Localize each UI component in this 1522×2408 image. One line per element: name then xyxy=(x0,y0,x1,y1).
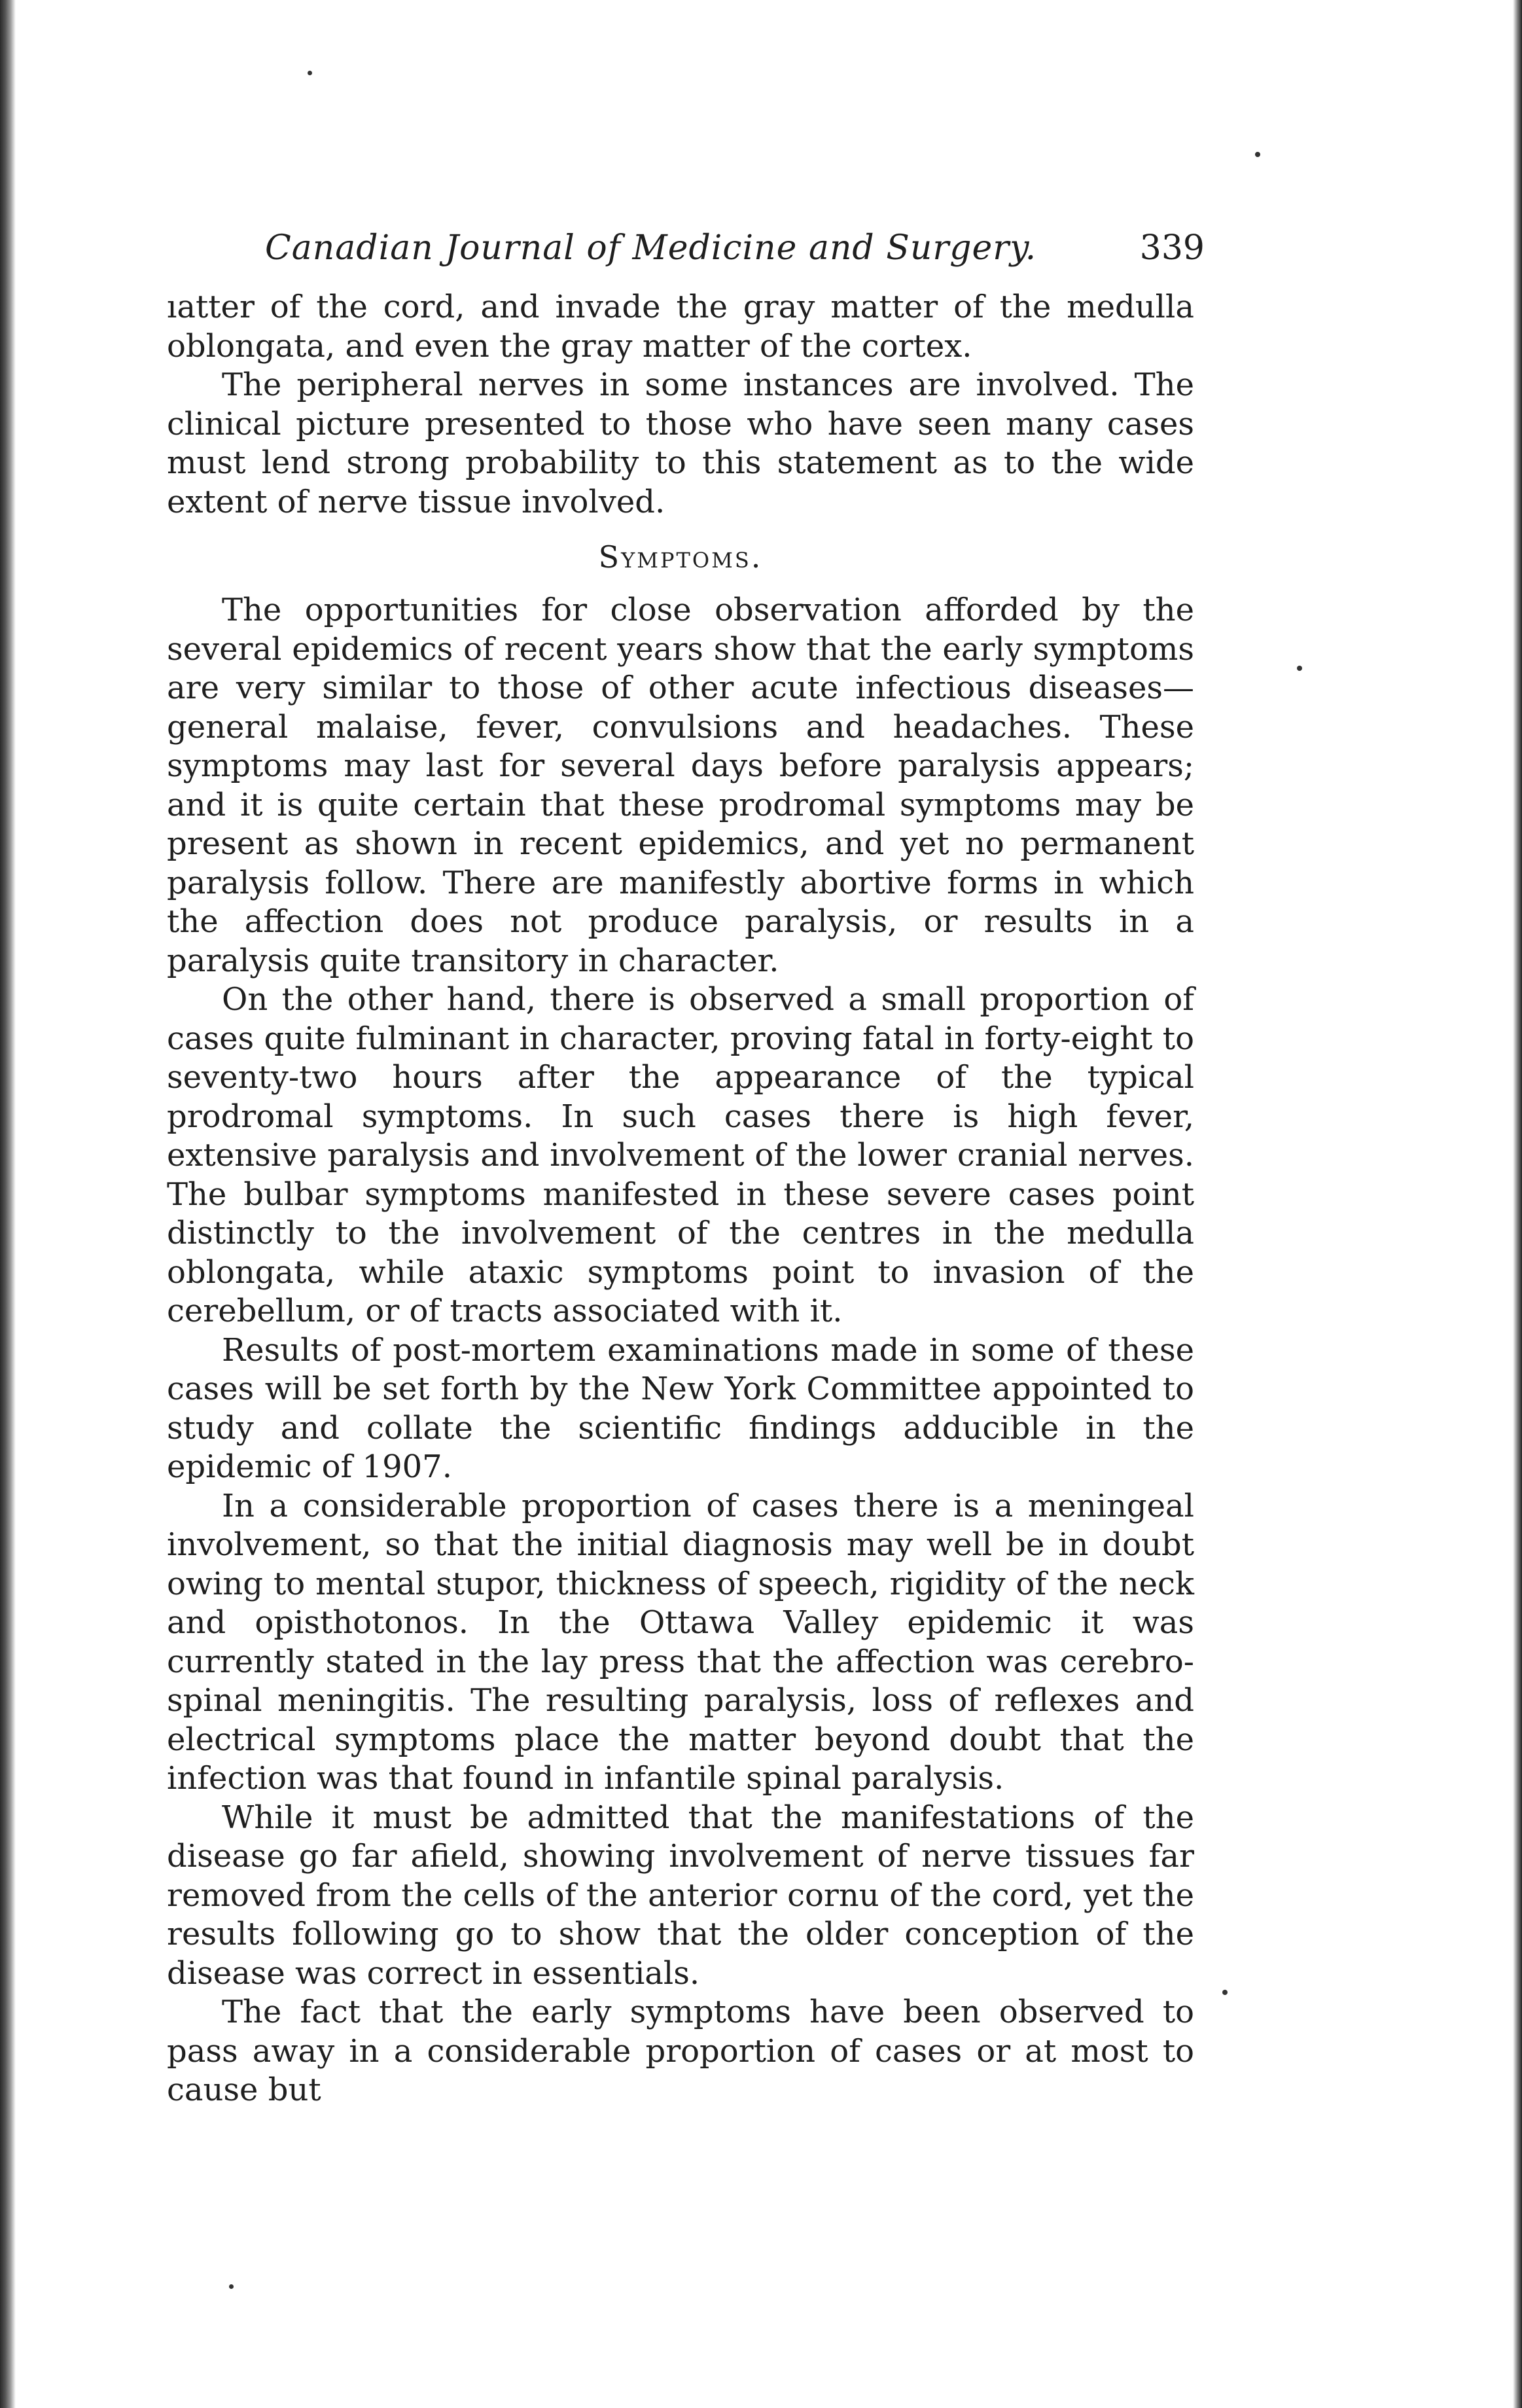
running-title: Canadian Journal of Medicine and Surgery. xyxy=(265,228,1037,268)
running-header xyxy=(167,223,1205,274)
scan-edge-left xyxy=(0,0,16,2408)
paragraph: The peripheral nerves in some instances are involved. The clinical picture presented to those who have seen many cases must lend strong probability to this statement as to the wide extent of nerve tissue involved. xyxy=(167,367,1194,520)
paragraph: Results of post-mortem examinations made in some of these cases will be set forth by the New York Committee appointed to study and collate the scientific findings adducible in the epidemic of 1907. xyxy=(167,1331,1194,1485)
body-text xyxy=(167,288,1194,2110)
scan-speck xyxy=(1222,1990,1228,1995)
scan-edge-right xyxy=(1513,0,1522,2408)
paragraph: The fact that the early symptoms have been observed to pass away in a considerable proportion of cases or at most to cause but xyxy=(167,1994,1194,2108)
scan-speck xyxy=(1297,666,1302,671)
paragraph: While it must be admitted that the manifestations of the disease go far afield, showing involvement of nerve tissues far removed from the cells of the anterior cornu of the cord, yet the results following go to show that the older conception of the disease was correct in essentials. xyxy=(167,1799,1194,1992)
paragraph: On the other hand, there is observed a small proportion of cases quite fulminant in character, proving fatal in forty-eight to seventy-two hours after the appearance of the typical prodromal symptoms. In such cases there is high fever, extensive paralysis and involvement of the lower cranial nerves. The bulbar symptoms manifested in these severe cases point distinctly to the involvement of the centres in the medulla oblongata, while ataxic symptoms point to invasion of the cerebellum, or of tracts associated with it. xyxy=(167,981,1194,1329)
scan-speck xyxy=(308,71,312,75)
section-heading: Symptoms. xyxy=(598,539,763,575)
scan-speck xyxy=(229,2284,234,2289)
document-page xyxy=(167,223,1205,2110)
page-number: 339 xyxy=(1139,228,1205,268)
paragraph: The opportunities for close observation afforded by the several epidemics of recent years show that the early symptoms are very similar to those of other acute infectious diseases—general malaise, fever, convulsions and headaches. These symptoms may last for several days before paralysis appears; and it is quite certain that these prodromal symptoms may be present as shown in recent epidemics, and yet no permanent paralysis follow. There are manifestly abortive forms in which the affection does not produce paralysis, or results in a paralysis quite transitory in character. xyxy=(167,592,1194,979)
paragraph: In a considerable proportion of cases there is a meningeal involvement, so that the initial diagnosis may well be in doubt owing to mental stupor, thickness of speech, rigidity of the neck and opisthotonos. In the Ottawa Valley epidemic it was currently stated in the lay press that the affection was cerebro-spinal meningitis. The resulting paralysis, loss of reflexes and electrical symptoms place the matter beyond doubt that the infection was that found in infantile spinal paralysis. xyxy=(167,1487,1194,1797)
paragraph: ıatter of the cord, and invade the gray matter of the medulla oblongata, and even the gray matter of the cortex. xyxy=(167,289,1194,365)
scan-speck xyxy=(1255,152,1260,157)
